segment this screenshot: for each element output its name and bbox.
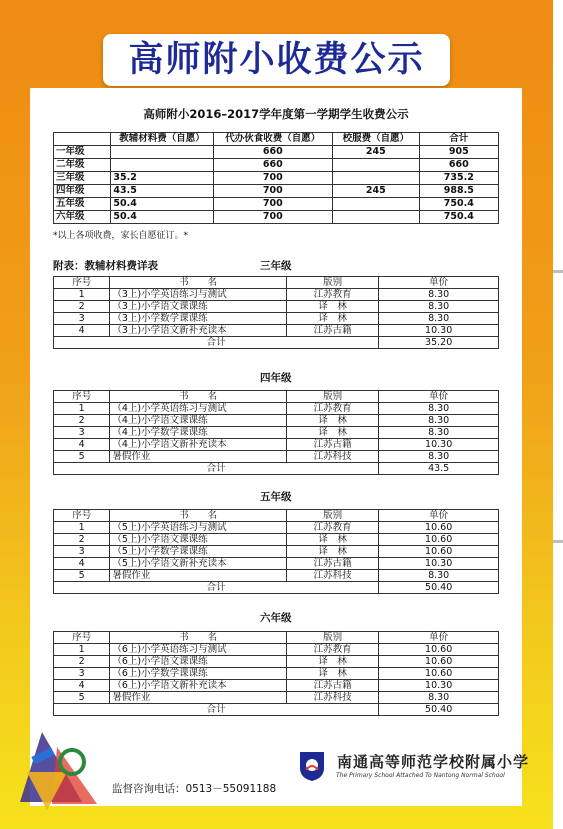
total-label: 合计 [54,463,379,475]
book-cell: 10.60 [379,644,499,656]
book-row [54,692,499,704]
book-table-header [54,632,499,644]
book-header-cell: 书 名 [110,510,287,522]
fee-cell: 750.4 [419,198,498,211]
book-cell: 8.30 [379,289,499,301]
book-cell: 10.30 [379,680,499,692]
book-cell: （6上)小学英语练习与测试 [110,644,287,656]
grade-heading: 四年级 [260,372,292,384]
book-cell: （6上)小学语文新补充读本 [110,680,287,692]
fee-cell [333,211,420,224]
book-cell: 江苏古籍 [286,439,378,451]
book-total-row [54,463,499,475]
book-cell: 译 林 [286,656,378,668]
fee-table-row [54,211,499,224]
book-cell: 江苏教育 [286,644,378,656]
book-row [54,680,499,692]
book-cell: 10.60 [379,656,499,668]
book-cell: 2 [54,656,110,668]
decorative-logo-art [12,722,102,812]
poster-title: 高师附小收费公示 [128,40,425,80]
fee-cell: 700 [213,172,332,185]
book-cell: 江苏古籍 [286,680,378,692]
side-mark [553,270,563,273]
book-cell: 4 [54,439,110,451]
book-row [54,325,499,337]
book-cell: （5上)小学数学课课练 [110,546,287,558]
book-cell: 译 林 [286,546,378,558]
fee-header-cell [54,133,111,146]
fee-cell: 50.4 [111,198,213,211]
fee-cell: 988.5 [419,185,498,198]
book-cell: 2 [54,534,110,546]
book-header-cell: 序号 [54,391,110,403]
book-row [54,451,499,463]
book-cell: 江苏古籍 [286,325,378,337]
book-cell: 译 林 [286,313,378,325]
fee-table-row [54,185,499,198]
book-header-cell: 版别 [286,277,378,289]
fee-cell: 700 [213,211,332,224]
fee-cell: 750.4 [419,211,498,224]
book-cell: 4 [54,325,110,337]
fee-cell: 660 [419,159,498,172]
book-row [54,289,499,301]
book-header-cell: 序号 [54,277,110,289]
book-row [54,301,499,313]
total-value: 35.20 [379,337,499,349]
book-total-row [54,704,499,716]
document-title: 高师附小2016–2017学年度第一学期学生收费公示 [143,107,409,121]
book-cell: 5 [54,451,110,463]
book-header-cell: 书 名 [110,632,287,644]
fee-cell: 三年级 [54,172,111,185]
fee-cell: 735.2 [419,172,498,185]
fee-cell: 四年级 [54,185,111,198]
book-cell: 8.30 [379,427,499,439]
book-cell: 3 [54,668,110,680]
book-cell: 8.30 [379,313,499,325]
book-cell: 10.30 [379,439,499,451]
book-cell: 10.30 [379,558,499,570]
book-cell: 江苏教育 [286,403,378,415]
book-cell: 江苏教育 [286,522,378,534]
book-cell: 江苏科技 [286,451,378,463]
book-header-cell: 版别 [286,391,378,403]
book-cell: 江苏科技 [286,570,378,582]
book-table-grade6 [53,631,499,716]
book-header-cell: 单价 [379,277,499,289]
book-header-cell: 书 名 [110,391,287,403]
book-cell: （6上)小学语文课课练 [110,656,287,668]
book-total-row [54,582,499,594]
book-cell: 2 [54,301,110,313]
book-cell: （6上)小学数学课课练 [110,668,287,680]
book-cell: 3 [54,313,110,325]
fee-cell [111,159,213,172]
book-cell: 10.60 [379,534,499,546]
book-header-cell: 书 名 [110,277,287,289]
fee-cell: 43.5 [111,185,213,198]
book-cell: 2 [54,415,110,427]
fee-cell: 660 [213,146,332,159]
book-cell: 5 [54,692,110,704]
book-cell: 江苏古籍 [286,558,378,570]
book-cell: 暑假作业 [110,451,287,463]
side-mark [553,540,563,543]
grade-heading: 三年级 [260,260,292,272]
fee-header-cell: 代办伙食收费（自愿） [213,133,332,146]
book-row [54,546,499,558]
document-panel [30,88,522,806]
book-row [54,656,499,668]
book-cell: 5 [54,570,110,582]
fee-table-row [54,172,499,185]
book-cell: 8.30 [379,415,499,427]
total-label: 合计 [54,337,379,349]
book-header-cell: 单价 [379,632,499,644]
book-row [54,558,499,570]
fee-cell [111,146,213,159]
book-cell: （3上)小学语文新补充读本 [110,325,287,337]
book-cell: 8.30 [379,570,499,582]
fee-note: *以上各项收费，家长自愿征订。* [53,231,189,241]
fee-cell: 六年级 [54,211,111,224]
book-cell: 10.60 [379,668,499,680]
book-header-cell: 序号 [54,510,110,522]
book-cell: 10.60 [379,546,499,558]
book-row [54,427,499,439]
fee-table-header [54,133,499,146]
book-table-header [54,391,499,403]
book-table-grade4 [53,390,499,475]
book-row [54,644,499,656]
fee-table-row [54,198,499,211]
fee-table-row [54,159,499,172]
fee-header-cell: 教辅材料费（自愿） [111,133,213,146]
book-cell: 3 [54,546,110,558]
total-value: 50.40 [379,582,499,594]
book-cell: （4上)小学数学课课练 [110,427,287,439]
grade-heading: 六年级 [260,612,292,624]
fee-cell: 一年级 [54,146,111,159]
book-cell: 江苏科技 [286,692,378,704]
fee-header-cell: 校服费（自愿） [333,133,420,146]
book-cell: 10.60 [379,522,499,534]
book-cell: 译 林 [286,534,378,546]
book-cell: （4上)小学语文新补充读本 [110,439,287,451]
fee-cell: 35.2 [111,172,213,185]
book-row [54,534,499,546]
book-row [54,668,499,680]
fee-cell [333,172,420,185]
book-cell: 4 [54,558,110,570]
book-cell: 江苏教育 [286,289,378,301]
school-name-en: The Primary School Attached To Nantong Normal School [336,772,505,779]
book-cell: 4 [54,680,110,692]
book-cell: 10.30 [379,325,499,337]
book-cell: 8.30 [379,692,499,704]
book-cell: 8.30 [379,403,499,415]
title-banner [103,34,450,86]
fee-cell: 700 [213,185,332,198]
fee-cell: 905 [419,146,498,159]
fee-cell: 700 [213,198,332,211]
book-cell: （5上)小学语文新补充读本 [110,558,287,570]
book-header-cell: 版别 [286,510,378,522]
fee-cell [333,198,420,211]
book-cell: 译 林 [286,415,378,427]
school-badge-icon [298,750,326,782]
total-label: 合计 [54,704,379,716]
book-cell: 1 [54,289,110,301]
book-row [54,403,499,415]
book-total-row [54,337,499,349]
fee-table-row [54,146,499,159]
book-table-grade5 [53,509,499,594]
book-cell: 1 [54,644,110,656]
book-cell: （4上)小学语文课课练 [110,415,287,427]
book-cell: 译 林 [286,668,378,680]
book-cell: （5上)小学英语练习与测试 [110,522,287,534]
book-row [54,439,499,451]
appendix-label: 附表：教辅材料费详表 [53,260,158,272]
book-header-cell: 单价 [379,510,499,522]
book-header-cell: 序号 [54,632,110,644]
total-value: 43.5 [379,463,499,475]
book-cell: 8.30 [379,301,499,313]
fee-cell: 245 [333,146,420,159]
book-cell: （3上)小学语文课课练 [110,301,287,313]
fee-cell: 245 [333,185,420,198]
fee-table [53,132,499,224]
fee-cell: 二年级 [54,159,111,172]
book-row [54,313,499,325]
grade-heading: 五年级 [260,491,292,503]
book-cell: 译 林 [286,427,378,439]
book-cell: （3上)小学数学课课练 [110,313,287,325]
book-cell: 暑假作业 [110,570,287,582]
book-row [54,522,499,534]
school-name-cn: 南通高等师范学校附属小学 [337,753,530,771]
fee-header-cell: 合计 [419,133,498,146]
book-table-grade3 [53,276,499,349]
book-row [54,570,499,582]
book-header-cell: 版别 [286,632,378,644]
fee-cell: 50.4 [111,211,213,224]
book-cell: 1 [54,403,110,415]
total-value: 50.40 [379,704,499,716]
book-cell: （5上)小学语文课课练 [110,534,287,546]
book-table-header [54,277,499,289]
book-cell: （4上)小学英语练习与测试 [110,403,287,415]
book-cell: 译 林 [286,301,378,313]
book-row [54,415,499,427]
book-table-header [54,510,499,522]
total-label: 合计 [54,582,379,594]
fee-cell: 660 [213,159,332,172]
book-cell: 3 [54,427,110,439]
book-cell: 暑假作业 [110,692,287,704]
phone-line: 监督咨询电话：0513－55091188 [112,783,277,795]
book-cell: 8.30 [379,451,499,463]
fee-cell: 五年级 [54,198,111,211]
book-cell: 1 [54,522,110,534]
book-cell: （3上)小学英语练习与测试 [110,289,287,301]
fee-cell [333,159,420,172]
book-header-cell: 单价 [379,391,499,403]
